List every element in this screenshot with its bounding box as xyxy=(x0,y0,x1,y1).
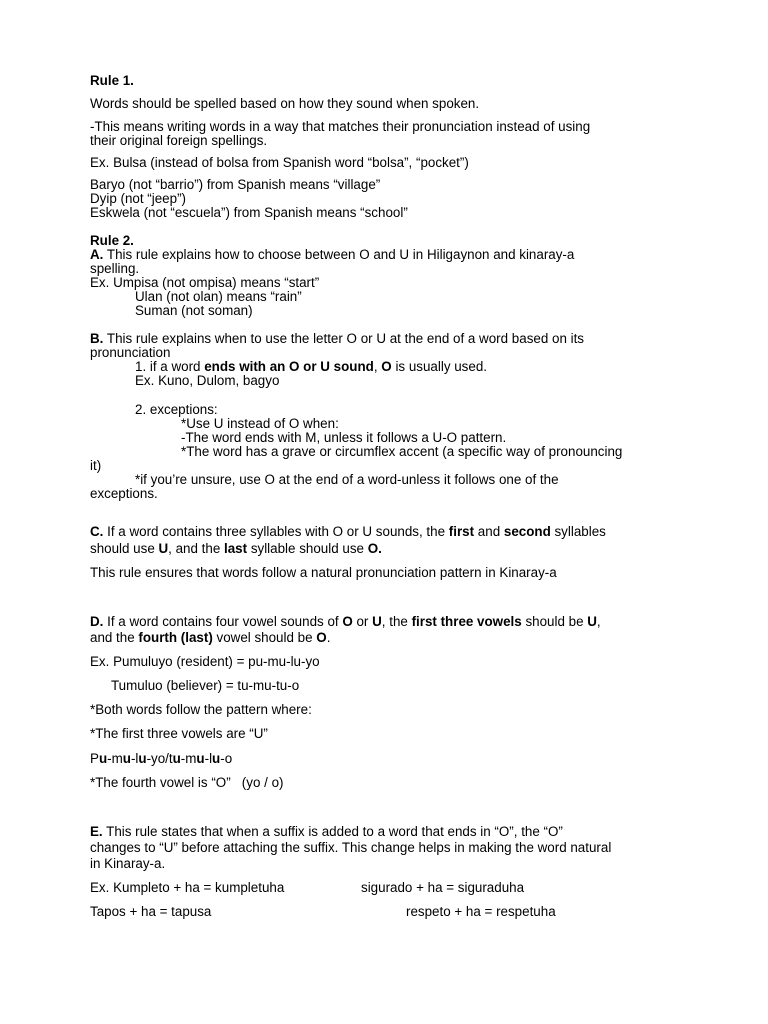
rule2c-paragraph2: This rule ensures that words follow a natural pronunciation pattern in Kinaray-a xyxy=(90,565,557,580)
rule2d-example-tumuluo: Tumuluo (believer) = tu-mu-tu-o xyxy=(111,678,300,693)
rule2b-item1: 1. if a word ends with an O or U sound, O is usually used. xyxy=(135,359,487,374)
rule2e-example-tapos: Tapos + ha = tapusa xyxy=(90,904,212,919)
rule2a-example-umpisa: Ex. Umpisa (not ompisa) means “start” xyxy=(90,275,320,290)
rule2b-exception3-cont: it) xyxy=(90,458,102,473)
rule2b-exception3: *The word has a grave or circumflex accent (a specific way of pronouncing xyxy=(181,444,623,459)
rule1-example-baryo: Baryo (not “barrio”) from Spanish means “village” xyxy=(90,177,381,192)
rule1-paragraph: Words should be spelled based on how they sound when spoken. xyxy=(90,96,480,111)
rule1-explanation-line1: -This means writing words in a way that matches their pronunciation instead of using xyxy=(90,119,591,134)
rule2d-pattern-words: Pu-mu-lu-yo/tu-mu-lu-o xyxy=(90,751,233,766)
rule2a-example-suman: Suman (not soman) xyxy=(135,303,253,318)
rule2d-text-line2: and the fourth (last) vowel should be O. xyxy=(90,630,331,645)
rule2e-example-sigurado: sigurado + ha = siguraduha xyxy=(361,880,525,895)
rule2e-example-kumpleto: Ex. Kumpleto + ha = kumpletuha xyxy=(90,880,285,895)
rule2b-exception2: -The word ends with M, unless it follows a U-O pattern. xyxy=(181,430,507,445)
rule1-explanation-line2: their original foreign spellings. xyxy=(90,133,268,148)
rule1-example-dyip: Dyip (not “jeep”) xyxy=(90,191,186,206)
rule1-title: Rule 1. xyxy=(90,73,134,88)
rule2a-example-ulan: Ulan (not olan) means “rain” xyxy=(135,289,302,304)
rule2d-first-three-vowels: *The first three vowels are “U” xyxy=(90,726,268,741)
rule2e-text-line2: changes to “U” before attaching the suffix. This change helps in making the word natural xyxy=(90,840,612,855)
rule1-example-bulsa: Ex. Bulsa (instead of bolsa from Spanish word “bolsa”, “pocket”) xyxy=(90,155,469,170)
rule2b-exception1: *Use U instead of O when: xyxy=(181,416,339,431)
rule1-example-eskwela: Eskwela (not “escuela”) from Spanish means “school” xyxy=(90,205,408,220)
rule2b-note-line1: *if you’re unsure, use O at the end of a word-unless it follows one of the xyxy=(135,472,559,487)
rule2b-note-line2: exceptions. xyxy=(90,486,158,501)
rule2a-text-line1: A. This rule explains how to choose between O and U in Hiligaynon and kinaray-a xyxy=(90,247,575,262)
rule2b-item1-example: Ex. Kuno, Dulom, bagyo xyxy=(135,373,280,388)
rule2e-text-line1: E. This rule states that when a suffix is added to a word that ends in “O”, the “O” xyxy=(90,824,563,839)
rule2e-example-respeto: respeto + ha = respetuha xyxy=(406,904,556,919)
rule2d-example-pumuluyo: Ex. Pumuluyo (resident) = pu-mu-lu-yo xyxy=(90,654,320,669)
rule2c-text-line1: C. If a word contains three syllables with O or U sounds, the first and second syllables xyxy=(90,524,606,539)
rule2b-item2: 2. exceptions: xyxy=(135,402,218,417)
rule2d-text-line1: D. If a word contains four vowel sounds of O or U, the first three vowels should be U, xyxy=(90,614,601,629)
rule2a-text-line2: spelling. xyxy=(90,261,140,276)
rule2c-text-line2: should use U, and the last syllable should use O. xyxy=(90,541,382,556)
rule2d-pattern-intro: *Both words follow the pattern where: xyxy=(90,702,312,717)
rule2b-text-line1: B. This rule explains when to use the letter O or U at the end of a word based on its xyxy=(90,331,585,346)
rule2d-fourth-vowel: *The fourth vowel is “O” (yo / o) xyxy=(90,775,284,790)
rule2-title: Rule 2. xyxy=(90,233,134,248)
rule2b-text-line2: pronunciation xyxy=(90,345,171,360)
rule2e-text-line3: in Kinaray-a. xyxy=(90,856,166,871)
